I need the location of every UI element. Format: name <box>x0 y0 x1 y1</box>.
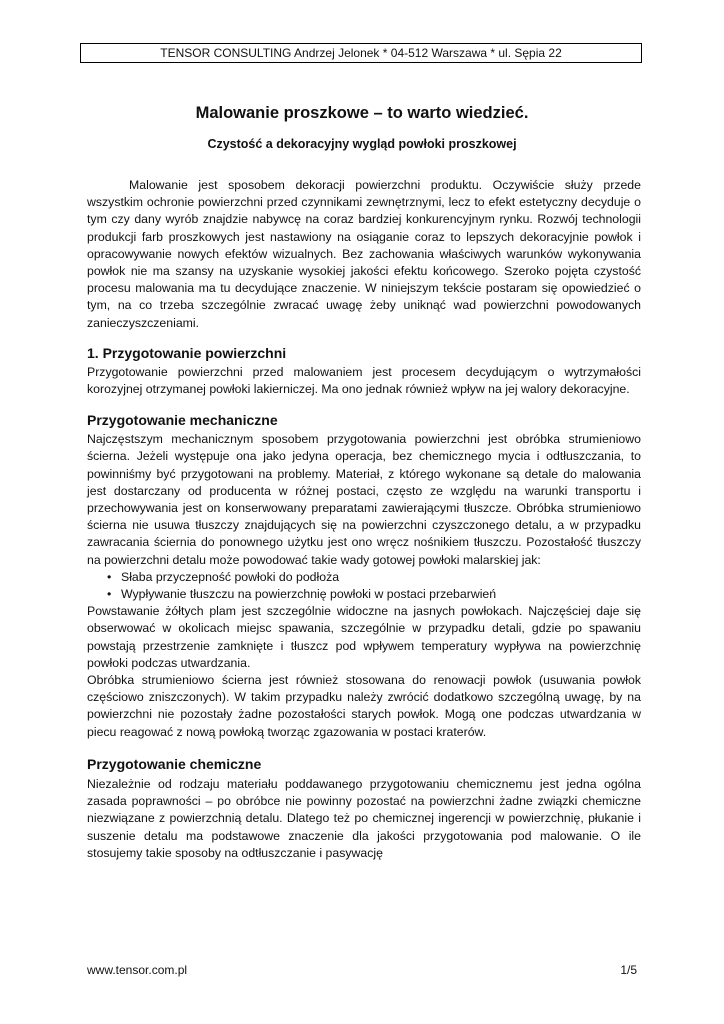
document-body <box>87 177 641 862</box>
page-number: 1/5 <box>620 963 637 977</box>
chemical-paragraph-1: Niezależnie od rodzaju materiału poddawanego przygotowaniu chemicznemu jest jedna ogólna zasada poprawności – po obróbce nie powinny pozostać na powierzchni żadne związki chemiczne niezwiązane z powierzchnią detalu. Dlatego też po chemicznej ingerencji w powierzchnię, płukanie i suszenie detalu ma podstawowe znaczenie dla jakości przygotowania pod malowanie. O ile stosujemy takie sposoby na odtłuszczanie i pasywację <box>87 776 641 860</box>
mechanical-heading: Przygotowanie mechaniczne <box>87 412 278 429</box>
defects-list <box>87 569 641 603</box>
list-item-text: Słaba przyczepność powłoki do podłoża <box>121 569 340 584</box>
document-subtitle: Czystość a dekoracyjny wygląd powłoki proszkowej <box>207 137 517 151</box>
list-item <box>87 586 641 603</box>
section1-heading: 1. Przygotowanie powierzchni <box>87 344 287 361</box>
page-header <box>80 43 642 63</box>
mechanical-paragraph-2: Powstawanie żółtych plam jest szczególnie widoczne na jasnych powłokach. Najczęściej daje się obserwować w okolicach miejsc spawania, szczególnie w przypadku detali, gdzie po spawaniu powstają przestrzenie zamknięte i tłuszcz pod wpływem temperatury wypływa na powierzchnię powłoki podczas utwardzania. <box>87 604 641 670</box>
header-text: TENSOR CONSULTING Andrzej Jelonek * 04-512 Warszawa * ul. Sępia 22 <box>160 46 562 60</box>
list-item <box>87 569 641 586</box>
bullet-icon: • <box>107 569 112 584</box>
mechanical-paragraph-1: Najczęstszym mechanicznym sposobem przygotowania powierzchni jest obróbka strumieniowo ścierna. Jeżeli występuje ona jako jedyna operacja, bez chemicznego mycia i odtłuszczania, to powinniśmy być przygotowani na problemy. Materiał, z którego wykonane są detale do malowania jest dostarczany od producenta w różnej postaci, często ze względu na warunki transportu i przechowywania jest on konserwowany preparatami zawierającymi tłuszcze. Obróbka strumieniowo ścierna nie usuwa tłuszczy znajdujących się na powierzchni czyszczonego detalu, a w przypadku zawracania ściernia do ponownego użytku jest ono wręcz nośnikiem tłuszczu. Pozostałość tłuszczy na powierzchni detalu może powodować takie wady gotowej powłoki malarskiej jak: <box>87 432 641 567</box>
document-title: Malowanie proszkowe – to warto wiedzieć. <box>195 104 529 122</box>
list-item-text: Wypływanie tłuszczu na powierzchnię powłoki w postaci przebarwień <box>121 587 497 602</box>
intro-paragraph: Malowanie jest sposobem dekoracji powierzchni produktu. Oczywiście służy przede wszystkim ochronie powierzchni przed czynnikami zewnętrznymi, lecz to efekt estetyczny decyduje o tym czy dany wyrób znajdzie nabywcę na coraz bardziej konkurencyjnym rynku. Rozwój technologii produkcji farb proszkowych jest nastawiony na osiąganie coraz to lepszych dekoracyjnie powłok i opracowywanie nowych efektów wizualnych. Bez zachowania właściwych warunków wykonywania powłok nie ma szansy na uzyskanie wysokiej jakości efektu końcowego. Szeroko pojęta czystość procesu malowania ma tu decydujące znaczenie. W niniejszym tekście postaram się opowiedzieć o tym, na co trzeba szczególnie zwracać uwagę żeby uniknąć wad powierzchni powodowanych zanieczyszczeniami. <box>87 178 641 330</box>
bullet-icon: • <box>107 587 112 602</box>
chemical-heading: Przygotowanie chemiczne <box>87 755 262 772</box>
footer-url: www.tensor.com.pl <box>87 963 188 977</box>
section1-paragraph: Przygotowanie powierzchni przed malowaniem jest procesem decydującym o wytrzymałości korozyjnej otrzymanej powłoki lakierniczej. Ma ono jednak również wpływ na jej walory dekoracyjne. <box>87 364 641 397</box>
mechanical-paragraph-3: Obróbka strumieniowo ścierna jest również stosowana do renowacji powłok (usuwania powłok częściowo zniszczonych). W takim przypadku należy zwrócić dodatkowo szczególną uwagę, by na powierzchni nie pozostały żadne pozostałości starych powłok. Mogą one podczas utwardzania w piecu reagować z nową powłoką tworząc zgazowania w postaci kraterów. <box>87 673 641 739</box>
